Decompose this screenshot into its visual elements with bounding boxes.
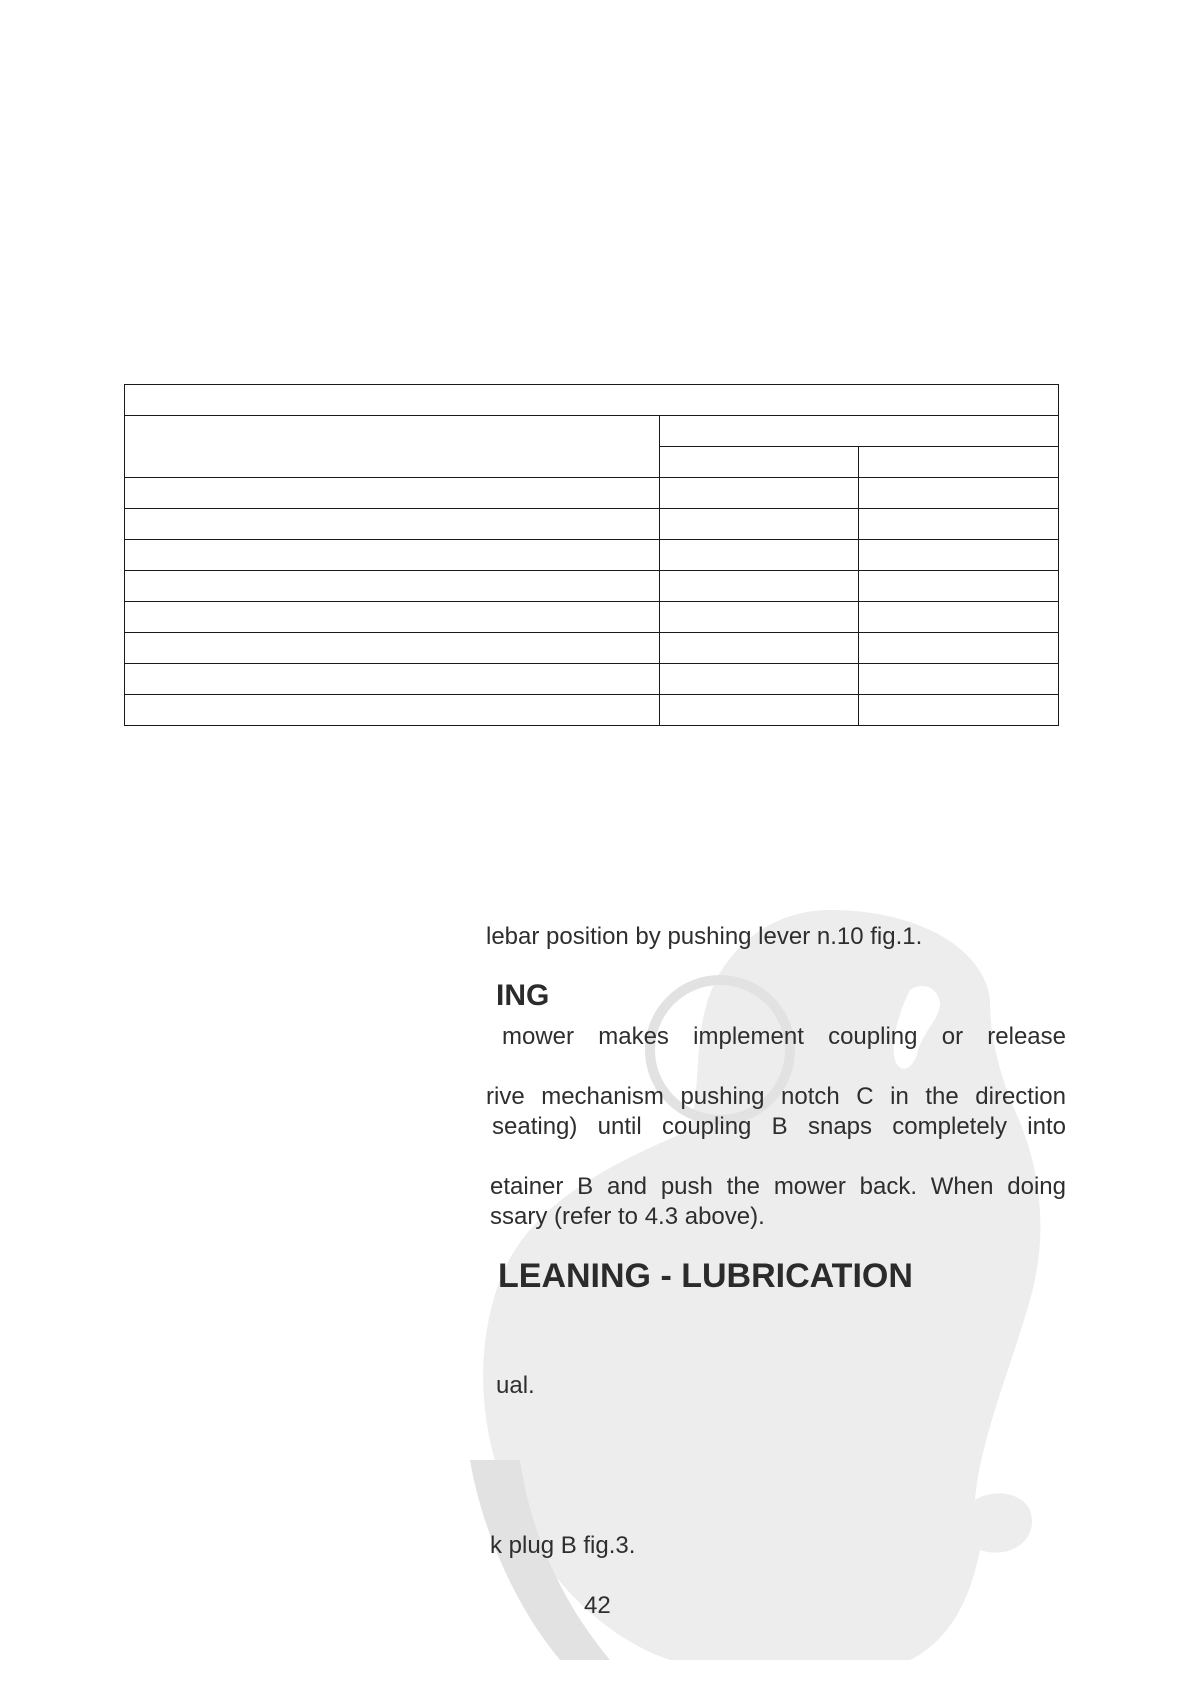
table-cell	[125, 540, 660, 571]
table-cell	[125, 695, 660, 726]
table-row	[125, 571, 1059, 602]
body-text-line: mower makes implement coupling or release	[502, 1023, 1066, 1050]
table-row	[125, 695, 1059, 726]
body-text-line: lebar position by pushing lever n.10 fig.1.	[486, 923, 923, 950]
table-cell	[859, 447, 1059, 478]
table-cell	[859, 509, 1059, 540]
table-cell	[660, 447, 859, 478]
table-cell	[125, 416, 660, 478]
table-row	[125, 633, 1059, 664]
table-cell	[660, 602, 859, 633]
table-cell	[660, 571, 859, 602]
table-cell	[660, 633, 859, 664]
table-title-row	[125, 385, 1059, 416]
table-cell	[125, 478, 660, 509]
table-cell	[859, 633, 1059, 664]
table-cell	[859, 478, 1059, 509]
table-row	[125, 509, 1059, 540]
table-cell	[660, 664, 859, 695]
table-row	[125, 478, 1059, 509]
table-cell	[125, 509, 660, 540]
table-cell	[660, 695, 859, 726]
body-text-line: ssary (refer to 4.3 above).	[490, 1203, 765, 1230]
body-text-line: k plug B fig.3.	[490, 1532, 636, 1559]
table-cell	[125, 633, 660, 664]
table-cell	[125, 602, 660, 633]
table-cell	[859, 664, 1059, 695]
section-heading: ING	[496, 979, 550, 1012]
table-cell	[660, 540, 859, 571]
table-row	[125, 664, 1059, 695]
table-cell	[660, 509, 859, 540]
table-cell	[125, 571, 660, 602]
body-text-line: ual.	[496, 1372, 535, 1399]
table-cell	[125, 664, 660, 695]
table-header-row	[125, 416, 1059, 447]
table-cell	[859, 540, 1059, 571]
spec-table	[124, 384, 1059, 726]
table-cell	[859, 695, 1059, 726]
page-number: 42	[584, 1592, 611, 1619]
table-row	[125, 602, 1059, 633]
table-cell	[660, 478, 859, 509]
body-text-line: seating) until coupling B snaps completely into	[492, 1113, 1066, 1140]
section-heading: LEANING - LUBRICATION	[498, 1257, 913, 1295]
table-cell	[859, 602, 1059, 633]
body-text-line: rive mechanism pushing notch C in the direction	[486, 1083, 1066, 1110]
table-cell	[125, 385, 1059, 416]
table-row	[125, 540, 1059, 571]
body-text-line: etainer B and push the mower back. When doing	[490, 1173, 1066, 1200]
table-cell	[660, 416, 1059, 447]
table-cell	[859, 571, 1059, 602]
